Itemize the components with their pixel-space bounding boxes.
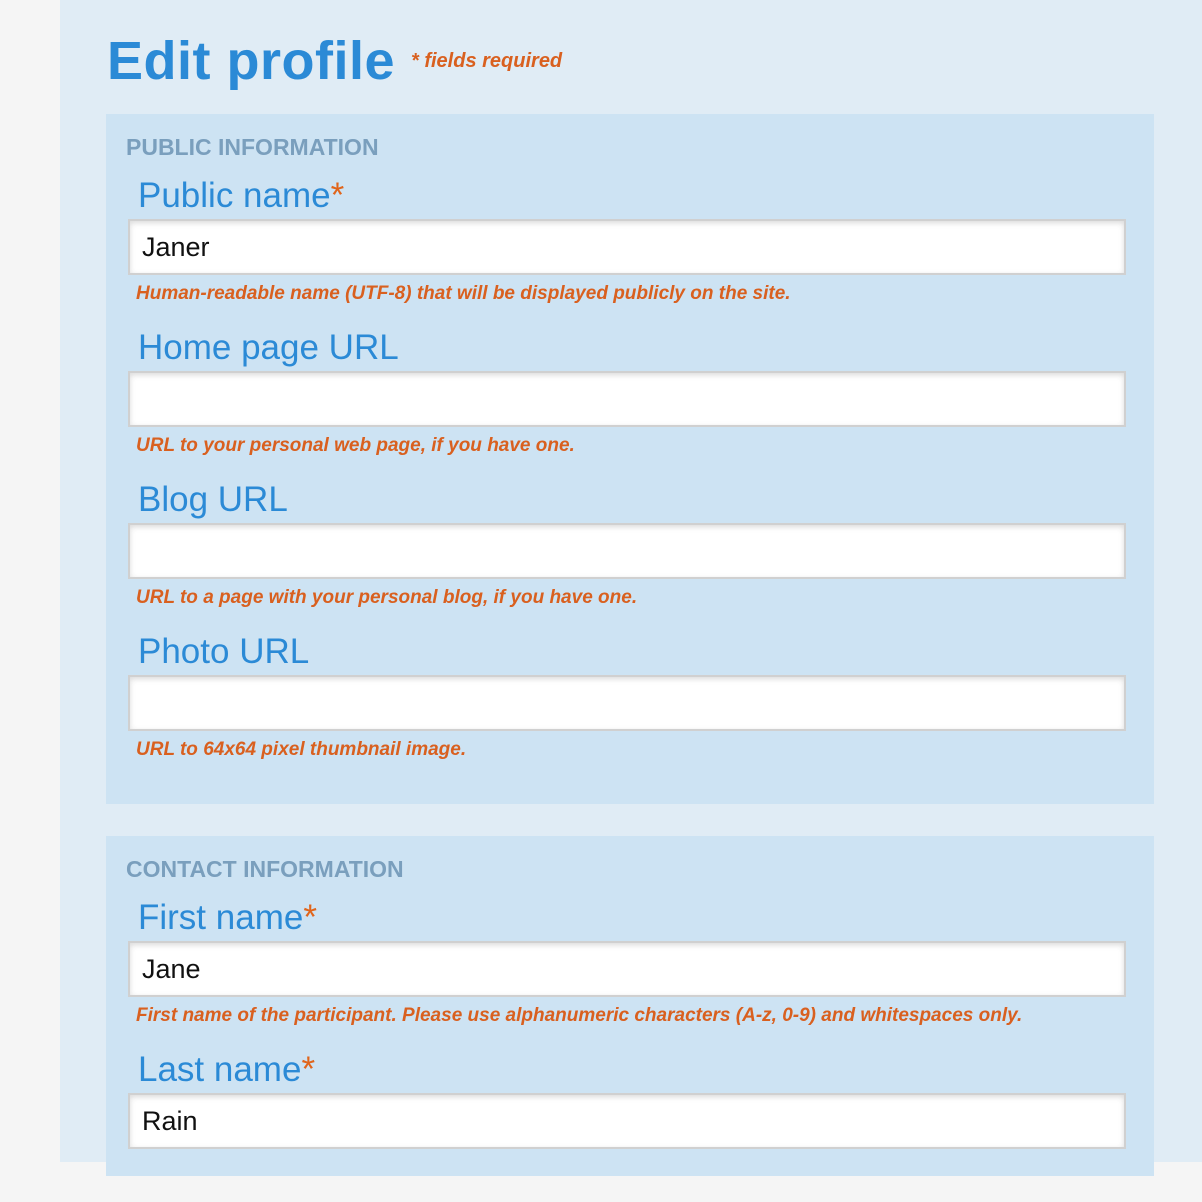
first-name-label: First name* [138,898,317,937]
required-asterisk: * [330,176,345,215]
required-fields-note: * fields required [411,50,563,72]
field-public-name [106,176,1154,328]
section-heading: CONTACT INFORMATION [126,856,404,882]
blog-url-input[interactable] [128,523,1126,579]
home-page-url-label: Home page URL [138,328,399,367]
photo-url-label: Photo URL [138,632,310,671]
required-asterisk: * [303,898,317,937]
public-name-hint: Human-readable name (UTF-8) that will be displayed publicly on the site. [136,283,791,304]
blog-url-hint: URL to a page with your personal blog, if you have one. [136,587,638,608]
public-name-label: Public name* [138,176,345,215]
public-name-input[interactable] [128,219,1126,275]
photo-url-hint: URL to 64x64 pixel thumbnail image. [136,739,467,760]
field-last-name [106,1050,1154,1202]
first-name-input[interactable] [128,941,1126,997]
field-home-page-url [106,328,1154,480]
public-information-section [106,114,1154,804]
last-name-label: Last name* [138,1050,316,1089]
field-photo-url [106,632,1154,784]
last-name-input[interactable] [128,1093,1126,1149]
field-first-name [106,898,1154,1050]
section-heading: PUBLIC INFORMATION [126,134,379,160]
blog-url-label: Blog URL [138,480,288,519]
page-title: Edit profile [107,31,395,91]
field-blog-url [106,480,1154,632]
photo-url-input[interactable] [128,675,1126,731]
first-name-hint: First name of the participant. Please use alphanumeric characters (A-z, 0-9) and whitespaces only. [136,1005,1023,1026]
home-page-url-input[interactable] [128,371,1126,427]
contact-information-section [106,836,1154,1176]
required-asterisk: * [301,1050,316,1089]
home-page-url-hint: URL to your personal web page, if you have one. [136,435,575,456]
